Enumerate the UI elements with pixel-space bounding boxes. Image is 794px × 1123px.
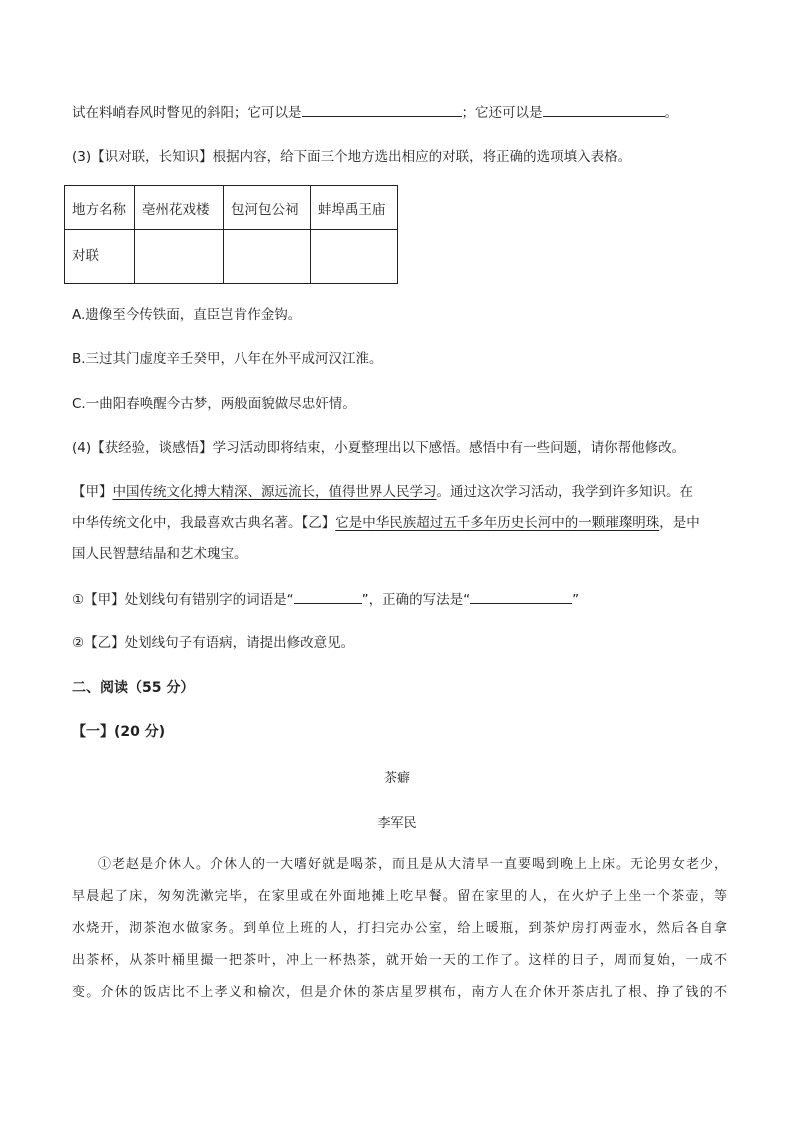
article-line: 变。介休的饭店比不上孝义和榆次，但是介休的茶店星罗棋布，南方人在介休开茶店扎了根、挣了钱的不	[72, 985, 727, 1000]
sub-question-1: ①【甲】处划线句有错别字的词语是“ ”，正确的写法是“ ”	[72, 589, 579, 610]
table-header: 包河包公祠	[224, 186, 311, 230]
answer-blank-2[interactable]	[543, 102, 665, 117]
answer-cell[interactable]	[224, 230, 311, 284]
question-3-stem: (3)【识对联，长知识】根据内容，给下面三个地方选出相应的对联，将正确的选项填入表格。	[72, 149, 632, 165]
table-header: 蚌埠禹王庙	[311, 186, 398, 230]
answer-blank-correct-word[interactable]	[470, 589, 572, 604]
article-line: 出茶杯，从茶叶桶里撮一把茶叶，冲上一杯热茶，就开始一天的工作了。这样的日子，周而复始，一成不	[72, 953, 727, 968]
option-a: A.遗像至今传铁面，直臣岂肯作金钩。	[72, 307, 302, 323]
article-line: 水烧开，沏茶泡水做家务。到单位上班的人，打扫完办公室，给上暖瓶，到茶炉房打两壶水，然后各自拿	[72, 921, 727, 936]
answer-cell[interactable]	[135, 230, 224, 284]
section-title: 二、阅读（55 分）	[72, 680, 195, 696]
article-author: 李军民	[377, 816, 417, 831]
underlined-sentence-jia: 中国传统文化搏大精深、源远流长，值得世界人民学习	[112, 484, 437, 500]
underlined-sentence-yi: 它是中华民族超过五千多年历史长河中的一颗璀璨明珠	[335, 515, 660, 531]
answer-blank-wrong-word[interactable]	[294, 589, 362, 604]
table-row-label: 对联	[65, 230, 135, 284]
option-b: B.三过其门虚度辛壬癸甲，八年在外平成河汉江淮。	[72, 351, 383, 367]
article-title: 茶癖	[383, 771, 410, 786]
fill-blank-line: 试在料峭春风时瞥见的斜阳；它可以是 ；它还可以是 。	[72, 102, 678, 123]
passage-line-2: 中华传统文化中，我最喜欢古典名著。【乙】它是中华民族超过五千多年历史长河中的一颗璀璨明珠，是中	[72, 515, 700, 531]
answer-blank-1[interactable]	[302, 102, 462, 117]
table-header: 亳州花戏楼	[135, 186, 224, 230]
passage-line-3: 国人民智慧结晶和艺术瑰宝。	[72, 546, 248, 562]
question-4-stem: (4)【获经验，谈感悟】学习活动即将结束，小夏整理出以下感悟。感悟中有一些问题，请你帮他修改。	[72, 440, 686, 456]
article-line: 早晨起了床，匆匆洗漱完毕，在家里或在外面地摊上吃早餐。留在家里的人，在火炉子上坐一个茶壶，等	[72, 889, 727, 904]
article-line: ①老赵是介休人。介休人的一大嗜好就是喝茶，而且是从大清早一直要喝到晚上上床。无论男女老少，	[98, 857, 727, 872]
passage-line-1: 【甲】中国传统文化搏大精深、源远流长，值得世界人民学习。通过这次学习活动，我学到许多知识。在	[72, 484, 693, 500]
part-title: 【一】(20 分)	[72, 724, 166, 740]
answer-cell[interactable]	[311, 230, 398, 284]
table-header: 地方名称	[65, 186, 135, 230]
option-c: C.一曲阳春唤醒今古梦，两般面貌做尽忠奸情。	[72, 396, 356, 412]
sub-question-2: ②【乙】处划线句子有语病，请提出修改意见。	[72, 635, 355, 651]
couplet-table	[64, 185, 398, 284]
